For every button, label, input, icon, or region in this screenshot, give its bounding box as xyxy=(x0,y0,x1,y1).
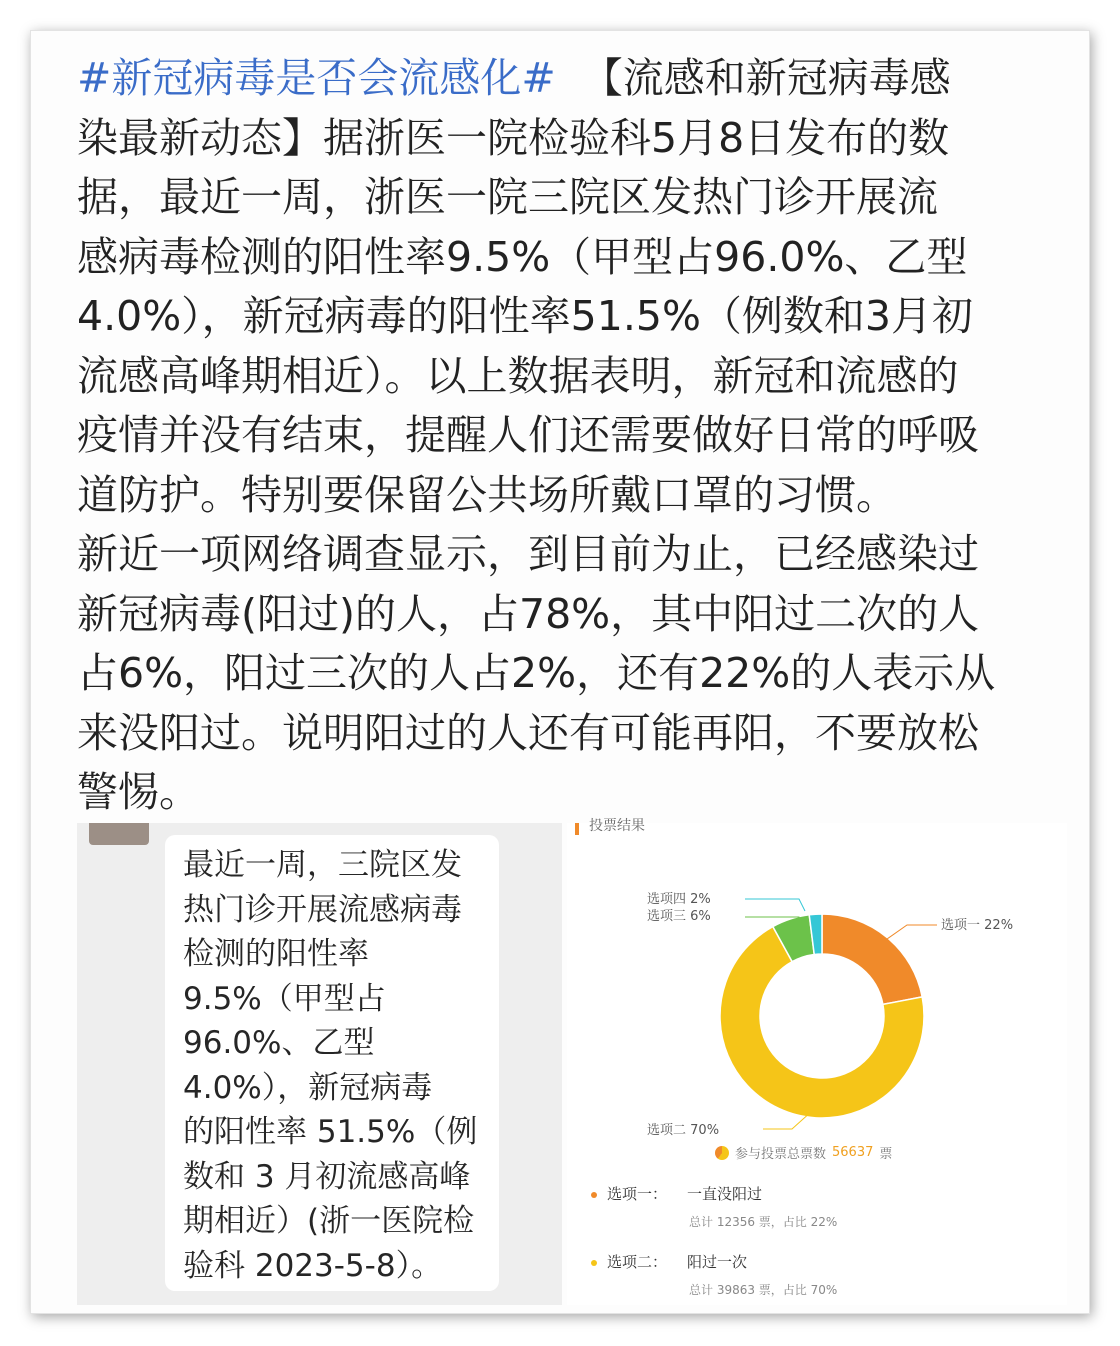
attached-images xyxy=(77,818,1067,1305)
post-line: 4.0%），新冠病毒的阳性率51.5%（例数和3月初 xyxy=(77,292,973,340)
avatar xyxy=(89,823,149,845)
option-dot xyxy=(591,1260,597,1266)
option-2-stats: 总计 39863 票，占比 70% xyxy=(689,1283,838,1297)
poll-title: 投票结果 xyxy=(589,818,645,834)
poll-screenshot[interactable] xyxy=(567,818,1067,1305)
poll-option-1[interactable] xyxy=(591,1183,762,1204)
post-line: 新近一项网络调查显示，到目前为止，已经感染过 xyxy=(77,530,979,578)
poll-option-2[interactable] xyxy=(591,1251,747,1272)
post-line-text: 【流感和新冠病毒感 xyxy=(581,54,951,102)
bubble-line: 最近一周，三院区发 xyxy=(183,847,462,883)
post-line: 流感高峰期相近）。以上数据表明，新冠和流感的 xyxy=(77,351,959,400)
option-1-stats: 总计 12356 票，占比 22% xyxy=(689,1215,838,1229)
bubble-line: 4.0%），新冠病毒 xyxy=(183,1069,433,1106)
total-votes xyxy=(715,1143,892,1162)
donut-chart xyxy=(567,823,1067,1143)
option-label: 选项二： xyxy=(607,1253,668,1271)
bubble-line: 检测的阳性率 xyxy=(183,936,369,972)
chat-screenshot[interactable] xyxy=(77,823,562,1305)
post-line: 新冠病毒(阳过)的人，占78%，其中阳过二次的人 xyxy=(77,589,980,638)
total-count: 56637 xyxy=(832,1145,874,1160)
bubble-line: 验科 2023-5-8）。 xyxy=(183,1247,443,1284)
total-prefix: 参与投票总票数 xyxy=(735,1147,827,1162)
option-label: 选项一： xyxy=(607,1185,668,1203)
bubble-line: 期相近）(浙一医院检 xyxy=(183,1203,475,1239)
post-line: 道防护。特别要保留公共场所戴口罩的习惯。 xyxy=(77,470,897,519)
slice-label-1: 选项一 22% xyxy=(941,918,1014,933)
option-text: 阳过一次 xyxy=(687,1253,748,1271)
post-line: 来没阳过。说明阳过的人还有可能再阳，不要放松 xyxy=(77,708,979,757)
slice-label-2: 选项二 70% xyxy=(647,1123,720,1138)
bubble-line: 数和 3 月初流感高峰 xyxy=(183,1158,471,1195)
leader-line xyxy=(887,925,937,939)
pie-icon xyxy=(715,1146,729,1160)
hashtag-link[interactable]: #新冠病毒是否会流感化# xyxy=(77,54,556,102)
bubble-line: 96.0%、乙型 xyxy=(183,1025,375,1061)
option-text: 一直没阳过 xyxy=(687,1185,763,1203)
post-body xyxy=(77,49,1067,823)
post-line: 染最新动态】据浙医一院检验科5月8日发布的数 xyxy=(77,113,950,162)
slice-label-4: 选项四 2% xyxy=(647,892,711,907)
post-card xyxy=(30,30,1090,1314)
donut-slice-1 xyxy=(822,914,922,1004)
post-line: 占6%，阳过三次的人占2%，还有22%的人表示从 xyxy=(77,649,996,697)
post-line: 疫情并没有结束，提醒人们还需要做好日常的呼吸 xyxy=(77,411,979,459)
slice-label-3: 选项三 6% xyxy=(647,909,711,924)
total-suffix: 票 xyxy=(879,1147,893,1162)
chat-bubble xyxy=(165,835,499,1291)
bubble-line: 的阳性率 51.5%（例 xyxy=(183,1114,478,1150)
post-line xyxy=(77,49,1067,109)
option-dot xyxy=(591,1192,597,1198)
bubble-line: 热门诊开展流感病毒 xyxy=(183,891,462,928)
bubble-line: 9.5%（甲型占 xyxy=(183,980,386,1017)
leader-line xyxy=(745,899,805,911)
post-line: 感病毒检测的阳性率9.5%（甲型占96.0%、乙型 xyxy=(77,232,968,281)
post-line: 警惕。 xyxy=(77,768,200,816)
post-line: 据，最近一周，浙医一院三院区发热门诊开展流 xyxy=(77,173,938,221)
